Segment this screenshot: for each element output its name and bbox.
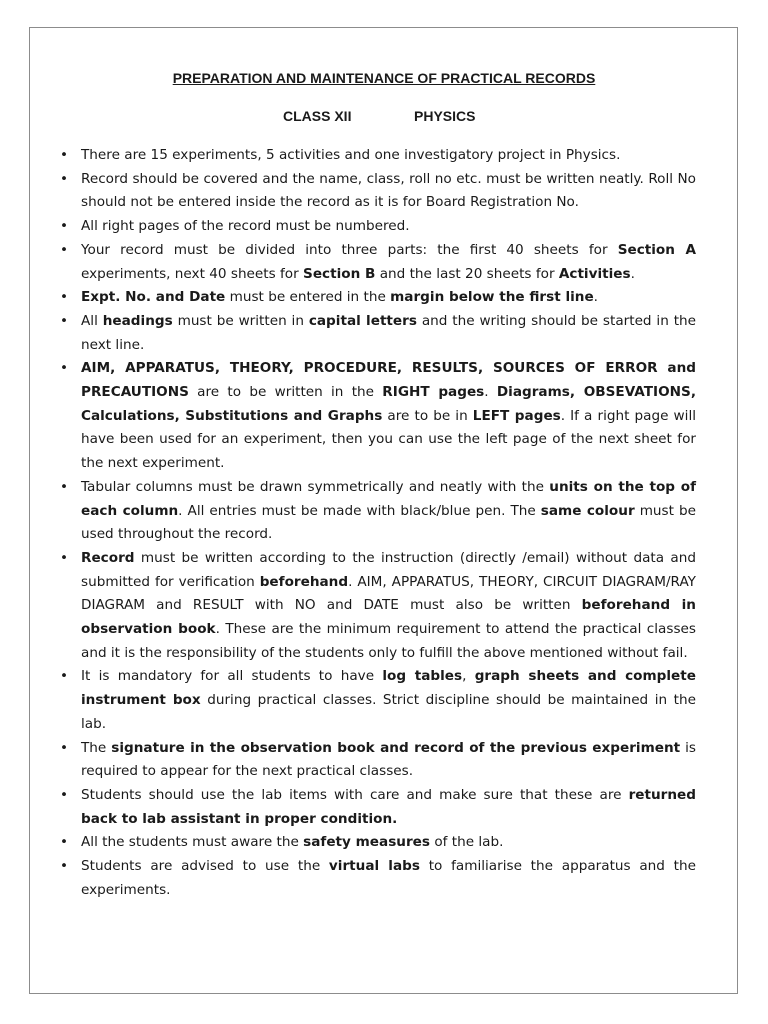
rule-text: must be used throughout the record. (81, 502, 696, 543)
rule-text: must be written according to the instruction (directly /email) without data and submitted for verification (81, 549, 696, 590)
rule-text: Record should be covered and the name, class, roll no etc. must be written neatly. Roll No should not be entered inside the record as it is for Board Registration No. (81, 170, 696, 211)
rule-text: Your record must be divided into three parts: the first 40 sheets for (81, 241, 618, 258)
rule-emphasis: returned back to lab assistant in proper condition. (81, 786, 696, 827)
rule-emphasis: RIGHT pages (382, 384, 485, 401)
rule-emphasis: Section B (303, 265, 376, 282)
rule-emphasis: signature in the observation book and record of the previous experiment (111, 739, 681, 756)
rule-text: . If a right page will have been used for an experiment, then you can use the left page of the next sheet for the next experiment. (81, 407, 697, 472)
rule-text: . (593, 289, 598, 306)
rule-text: are to be written in the (188, 384, 383, 401)
rule-emphasis: Activities (558, 265, 631, 282)
rule-text: and the last 20 sheets for (375, 265, 559, 282)
rule-text: during practical classes. Strict discipline should be maintained in the lab. (81, 692, 696, 732)
rule-emphasis: virtual labs (328, 858, 420, 875)
rule-item (60, 144, 696, 168)
rule-text: are to be in (382, 407, 473, 424)
rule-emphasis: Section A (617, 241, 697, 258)
class-label: CLASS XII (283, 108, 352, 124)
rule-emphasis: LEFT pages (472, 407, 561, 424)
rule-text: . All entries must be made with black/blue pen. The (178, 502, 541, 519)
rule-item (60, 547, 696, 666)
rule-emphasis: beforehand in observation book (81, 597, 696, 638)
rule-text: Students are advised to use the (81, 858, 329, 875)
rule-item (60, 476, 696, 547)
rule-emphasis: graph sheets and complete instrument box (81, 668, 696, 709)
rule-text: to familiarise the apparatus and the experiments. (81, 858, 696, 898)
rule-emphasis: margin below the first line (390, 289, 594, 306)
rule-item (60, 665, 696, 736)
rule-item (60, 737, 696, 784)
rule-text: is required to appear for the next practical classes. (81, 739, 696, 780)
rule-text: must be written in (172, 312, 309, 329)
subject-label: PHYSICS (414, 108, 476, 124)
document-title: PREPARATION AND MAINTENANCE OF PRACTICAL RECORDS (172, 70, 596, 86)
rule-text: experiments, next 40 sheets for (81, 265, 304, 282)
rule-item (60, 286, 696, 310)
rule-text: must be entered in the (225, 289, 391, 306)
rule-text: All the students must aware the (81, 834, 304, 851)
rule-emphasis: safety measures (303, 834, 430, 851)
rules-list (60, 144, 696, 903)
rule-item (60, 310, 696, 357)
rule-text: of the lab. (430, 834, 504, 851)
rule-item (60, 831, 696, 855)
rule-emphasis: Diagrams, OBSEVATIONS, Calculations, Substitutions and Graphs (81, 384, 696, 424)
rule-emphasis: Record (81, 549, 135, 566)
rule-emphasis: units on the top of each column (81, 478, 696, 519)
rule-text: . These are the minimum requirement to attend the practical classes and it is the responsibility of the students only to fulfill the above mentioned without fail. (81, 621, 696, 661)
rule-emphasis: log tables (382, 668, 463, 685)
rule-text: It is mandatory for all students to have (81, 668, 383, 685)
rule-item (60, 357, 696, 476)
rule-text: All (81, 312, 103, 329)
rule-text: There are 15 experiments, 5 activities and one investigatory project in Physics. (81, 147, 621, 163)
rule-text: . (484, 384, 497, 401)
rule-emphasis: AIM, APPARATUS, THEORY, PROCEDURE, RESULTS, SOURCES OF ERROR and PRECAUTIONS (81, 360, 696, 401)
rule-emphasis: same colour (540, 502, 635, 519)
rule-emphasis: beforehand (259, 573, 349, 590)
rule-text: Tabular columns must be drawn symmetrically and neatly with the (81, 478, 550, 495)
rule-item (60, 168, 696, 215)
rule-text: . AIM, APPARATUS, THEORY, CIRCUIT DIAGRAM/RAY DIAGRAM and RESULT with NO and DATE must also be written (81, 573, 696, 614)
rule-item (60, 784, 696, 831)
rule-text: and the writing should be started in the next line. (81, 312, 696, 353)
rule-emphasis: Expt. No. and Date (81, 289, 226, 306)
rule-text: . (630, 265, 635, 282)
rule-text: All right pages of the record must be numbered. (81, 218, 410, 235)
rule-item (60, 215, 696, 239)
rule-item (60, 855, 696, 902)
rule-emphasis: headings (102, 312, 173, 329)
rule-text: Students should use the lab items with care and make sure that these are (81, 786, 629, 803)
rule-item (60, 239, 696, 286)
rule-text: The (81, 739, 112, 756)
rule-text: , (462, 668, 475, 685)
rule-emphasis: capital letters (308, 312, 417, 329)
